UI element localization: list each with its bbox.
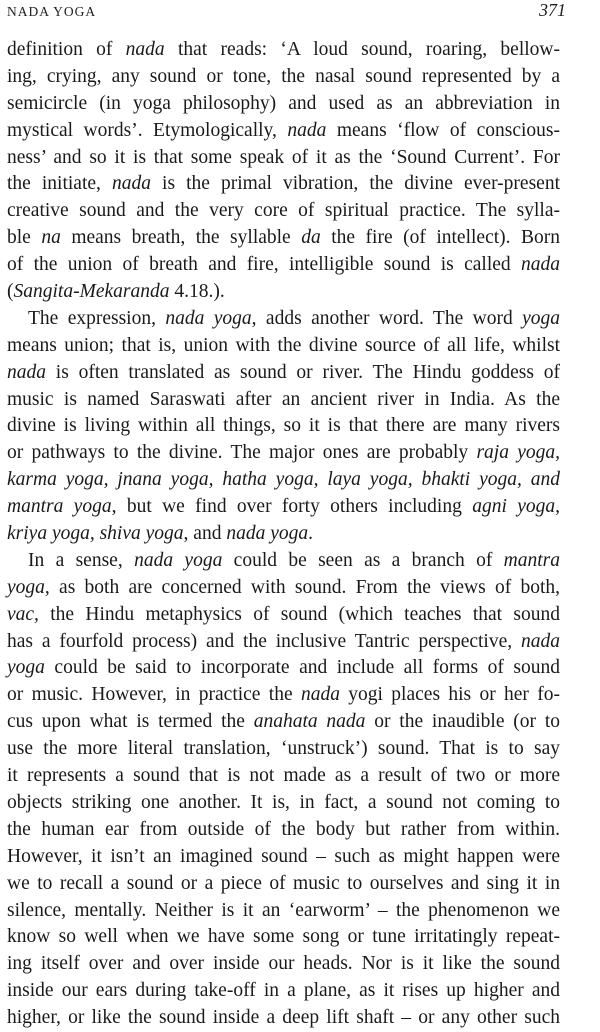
running-head: NADA YOGA [7,4,97,19]
text-segment: , and [183,523,227,545]
text-segment: is often translated as sound or river. The Hindu goddess of [46,361,560,383]
text-segment: could be said to incorporate and include all forms of sound [44,657,560,679]
text-segment: However, it isn’t an imagined sound – such as might happen were [7,845,560,867]
text-segment: could be seen as a branch of [222,549,504,571]
text-segment: means union; that is, union with the divine source of all life, whilst [7,334,560,356]
italic-term: nada [300,684,340,706]
text-segment: yogi places his or her fo- [339,684,561,706]
text-segment: , adds another word. The word [251,307,523,329]
text-line [7,682,560,709]
text-segment: , as both are concerned with sound. From the views of both, [44,576,560,598]
text-segment: ness’ and so it is that some speak of it as the ‘Sound Current’. For [7,146,560,168]
italic-term: nada [7,361,46,383]
text-line [7,736,560,763]
text-segment: of the union of breath and fire, intelligible sound is called [7,254,521,276]
text-line [7,763,560,790]
italic-term: agni yoga, [472,496,560,518]
text-segment: the initiate, [7,173,112,195]
text-segment: inside our ears during take-off in a plane, as it rises up higher and [7,980,560,1002]
text-line [7,521,560,548]
text-segment: that reads: ‘A loud sound, roaring, bellow- [164,39,560,60]
italic-term: nada [521,254,560,276]
italic-term: kriya yoga, shiva yoga [7,523,184,545]
text-segment: . [308,523,313,545]
text-line [7,198,560,225]
italic-term: mantra yoga [7,496,112,518]
text-line [7,924,560,951]
text-line [7,951,560,978]
text-segment: means breath, the syllable [60,227,302,249]
italic-term: nada [521,630,560,652]
text-segment: is the primal vibration, the divine ever-present [150,173,560,195]
text-line [7,306,560,333]
text-line [7,898,560,925]
text-line [7,790,560,817]
italic-term: nada yoga [226,523,309,545]
text-line [7,817,560,844]
italic-term: yoga [7,657,45,679]
text-segment: music is named Saraswati after an ancient river in India. As the [7,388,560,410]
text-line [7,548,560,575]
text-line [7,440,560,467]
text-line [7,978,560,1005]
text-segment: silence, mentally. Neither is it an ‘earworm’ – the phenomenon we [7,899,560,921]
text-segment: ing itself over and over inside our heads. Nor is it like the sound [7,953,560,975]
text-segment: know so well when we have some song or tune irritatingly repeat- [7,926,560,948]
text-line [7,171,560,198]
text-segment: the human ear from outside of the body but rather from within. [7,818,560,840]
text-line [7,387,560,414]
text-line [7,145,560,172]
italic-term: nada [125,39,165,60]
italic-term: nada [111,173,151,195]
text-line [7,655,560,682]
text-segment: The expression, [28,307,166,329]
italic-term: Sangita-Mekaranda [13,281,170,303]
italic-term: na [41,227,61,249]
text-line [7,64,560,91]
italic-term: yoga [7,576,45,598]
text-line [7,118,560,145]
italic-term: nada [287,119,327,141]
text-line [7,629,560,656]
text-line [7,602,560,629]
text-segment: cus upon what is termed the [7,711,254,733]
text-line [7,413,560,440]
text-line [7,333,560,360]
italic-term: karma yoga, jnana yoga, hatha yoga, laya yoga, bhakti yoga, and [7,469,560,491]
text-line [7,871,560,898]
text-segment: objects striking one another. It is, in fact, a sound not coming to [7,791,560,813]
italic-term: anahata nada [253,711,366,733]
text-line [7,575,560,602]
text-segment: it represents a sound that is not made as a result of two or more [7,765,560,787]
italic-term: raja yoga, [476,442,561,464]
text-segment: semicircle (in yoga philosophy) and used as an abbreviation in [7,92,560,114]
text-segment: the Hindu metaphysics of sound (which teaches that sound [38,603,560,625]
text-segment: 4.18.). [169,281,225,303]
italic-term: nada yoga [134,549,223,571]
italic-term: da [301,227,321,249]
italic-term: mantra [503,549,561,571]
text-line [7,360,560,387]
page-number: 371 [539,0,566,20]
text-segment: or pathways to the divine. The major ones are probably [7,442,477,464]
italic-term: nada yoga [165,307,252,329]
text-segment: ble [7,227,42,249]
text-segment: divine is living within all things, so it is that there are many rivers [7,415,560,437]
text-line [7,844,560,871]
text-line [7,709,560,736]
text-line [7,91,560,118]
text-segment: has a fourfold process) and the inclusive Tantric perspective, [7,630,521,652]
text-line [7,37,560,64]
text-segment: ( [7,281,14,303]
text-segment: higher, or like the sound inside a deep lift shaft – or any other such [7,1007,560,1029]
italic-term: yoga [522,307,560,329]
text-segment: creative sound and the very core of spiritual practice. The sylla- [7,200,560,222]
text-line [7,252,560,279]
text-line [7,494,560,521]
text-segment: In a sense, [28,549,135,571]
text-segment: use the more literal translation, ‘unstruck’) sound. That is to say [7,738,560,760]
body-text [7,37,560,1032]
text-segment: ing, crying, any sound or tone, the nasal sound represented by a [7,65,560,87]
text-segment: we to recall a sound or a piece of music to ourselves and sing it in [7,872,560,894]
text-segment: means ‘flow of conscious- [326,119,560,141]
text-line [7,279,560,306]
text-segment: , but we find over forty others including [111,496,473,518]
text-line [7,1005,560,1032]
text-line [7,467,560,494]
text-segment: definition of [7,39,126,60]
text-segment: mystical words’. Etymologically, [7,119,288,141]
text-segment: the fire (of intellect). Born [320,227,561,249]
text-segment: or the inaudible (or to [365,711,560,733]
italic-term: vac, [7,603,39,625]
text-line [7,225,560,252]
text-segment: or music. However, in practice the [7,684,301,706]
